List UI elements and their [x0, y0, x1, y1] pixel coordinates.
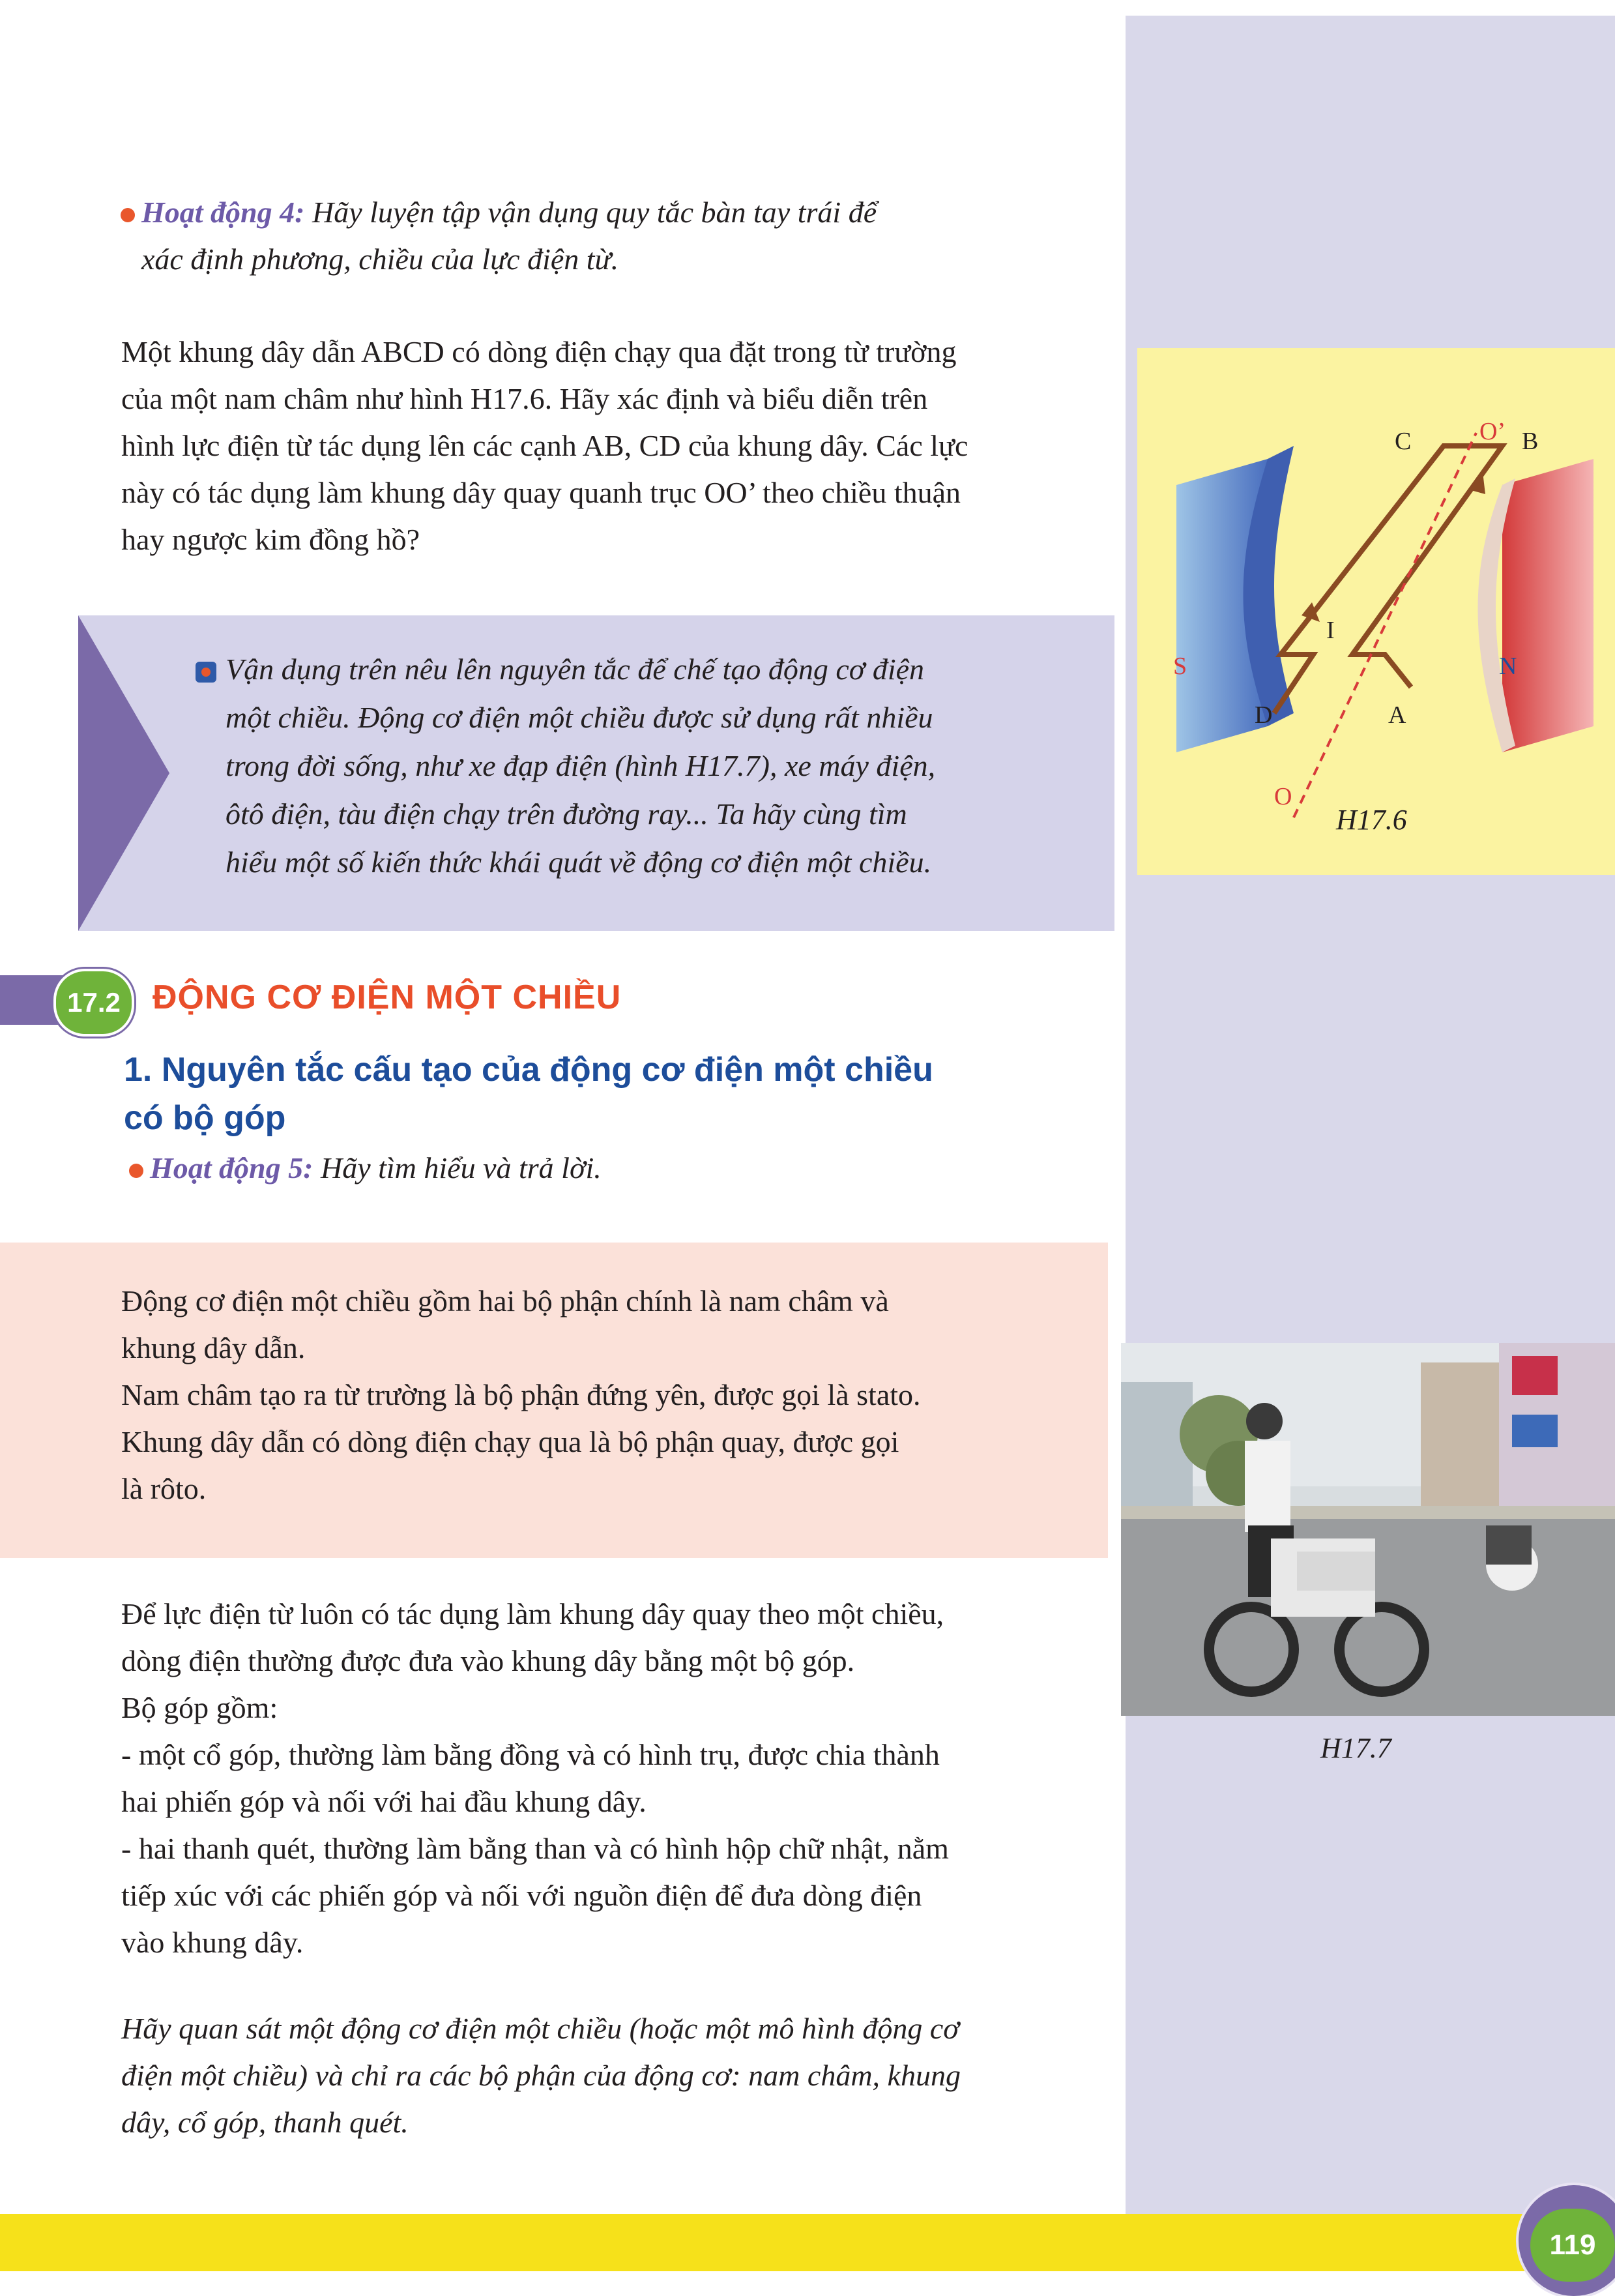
label-c: C [1395, 428, 1412, 455]
label-d: D [1255, 701, 1273, 729]
note-line: trong đời sống, như xe đạp điện (hình H17.7), xe máy điện, [226, 749, 936, 782]
note-line [196, 645, 1095, 694]
activity-4 [121, 189, 877, 283]
observe-paragraph [121, 2005, 1118, 2146]
intro-line: Một khung dây dẫn ABCD có dòng điện chạy qua đặt trong từ trường [121, 335, 957, 368]
bullet-icon [121, 208, 135, 222]
activity-5-text: Hãy tìm hiểu và trả lời. [320, 1151, 602, 1185]
label-o: O [1274, 783, 1292, 810]
intro-line: hay ngược kim đồng hồ? [121, 523, 420, 556]
subsection-title-line: 1. Nguyên tắc cấu tạo của động cơ điện một chiều [124, 1051, 933, 1089]
commutator-paragraph [121, 1591, 1118, 1966]
activity-5 [129, 1145, 602, 1192]
observe-line: Hãy quan sát một động cơ điện một chiều (hoặc một mô hình động cơ [121, 2012, 959, 2045]
definition-line: Động cơ điện một chiều gồm hai bộ phận chính là nam châm và [121, 1284, 889, 1317]
intro-paragraph [121, 329, 1112, 563]
note-icon [196, 662, 216, 683]
definition-line: khung dây dẫn. [121, 1331, 306, 1364]
label-i: I [1326, 617, 1335, 644]
activity-4-text-1: Hãy luyện tập vận dụng quy tắc bàn tay trái để [312, 196, 877, 229]
note-text [196, 645, 1095, 887]
commutator-line: - hai thanh quét, thường làm bằng than và có hình hộp chữ nhật, nằm [121, 1832, 949, 1865]
commutator-line: vào khung dây. [121, 1926, 304, 1959]
wire-frame [1274, 446, 1502, 713]
commutator-line: dòng điện thường được đưa vào khung dây bằng một bộ góp. [121, 1644, 855, 1677]
figure-h17-7-caption: H17.7 [1320, 1732, 1391, 1764]
activity-4-line-1 [121, 189, 877, 236]
definition-line: là rôto. [121, 1472, 207, 1505]
activity-5-label: Hoạt động 5: [150, 1151, 313, 1185]
commutator-line: Bộ góp gồm: [121, 1691, 278, 1724]
note-line: một chiều. Động cơ điện một chiều được sử dụng rất nhiều [226, 701, 933, 734]
definition-line: Khung dây dẫn có dòng điện chạy qua là bộ phận quay, được gọi [121, 1425, 899, 1458]
label-s: S [1173, 653, 1187, 680]
definition-text [121, 1278, 1086, 1512]
observe-line: điện một chiều) và chỉ ra các bộ phận của động cơ: nam châm, khung [121, 2059, 961, 2092]
intro-line: hình lực điện từ tác dụng lên các cạnh AB, CD của khung dây. Các lực [121, 429, 968, 462]
intro-line: của một nam châm như hình H17.6. Hãy xác định và biểu diễn trên [121, 382, 928, 415]
note-arrow-icon [78, 615, 169, 931]
section-number: 17.2 [53, 969, 134, 1037]
subsection-title-line: có bộ góp [124, 1099, 286, 1137]
electric-bike-photo [1121, 1343, 1615, 1716]
activity-4-label: Hoạt động 4: [141, 196, 305, 229]
observe-line: dây, cổ góp, thanh quét. [121, 2106, 409, 2139]
definition-line: Nam châm tạo ra từ trường là bộ phận đứng yên, được gọi là stato. [121, 1378, 921, 1411]
label-a: A [1388, 701, 1406, 729]
street-scene [1121, 1343, 1615, 1716]
footer-bar [0, 2214, 1615, 2271]
north-pole-magnet [1502, 459, 1593, 752]
commutator-line: hai phiến góp và nối với hai đầu khung dây. [121, 1785, 647, 1818]
figure-h17-6 [1137, 348, 1615, 875]
note-line-text: Vận dụng trên nêu lên nguyên tắc để chế tạo động cơ điện [226, 653, 925, 686]
commutator-line: Để lực điện từ luôn có tác dụng làm khung dây quay theo một chiều, [121, 1597, 944, 1630]
rotation-axis [1294, 433, 1476, 817]
commutator-line: tiếp xúc với các phiến góp và nối với nguồn điện để đưa dòng điện [121, 1879, 922, 1912]
page-number: 119 [1530, 2209, 1615, 2282]
bullet-icon [129, 1164, 143, 1178]
commutator-line: - một cổ góp, thường làm bằng đồng và có hình trụ, được chia thành [121, 1738, 940, 1771]
label-o-prime: O’ [1479, 418, 1506, 445]
section-title: ĐỘNG CƠ ĐIỆN MỘT CHIỀU [153, 979, 622, 1016]
note-line: ôtô điện, tàu điện chạy trên đường ray... Ta hãy cùng tìm [226, 797, 907, 831]
label-n: N [1499, 653, 1517, 680]
intro-line: này có tác dụng làm khung dây quay quanh trục OO’ theo chiều thuận [121, 476, 961, 509]
motor-frame-diagram [1137, 348, 1615, 875]
note-line: hiểu một số kiến thức khái quát về động cơ điện một chiều. [226, 846, 932, 879]
figure-h17-6-caption: H17.6 [1336, 804, 1407, 836]
label-b: B [1522, 428, 1539, 455]
activity-4-text-2: xác định phương, chiều của lực điện từ. [141, 243, 619, 276]
subsection-title [124, 1046, 1069, 1142]
